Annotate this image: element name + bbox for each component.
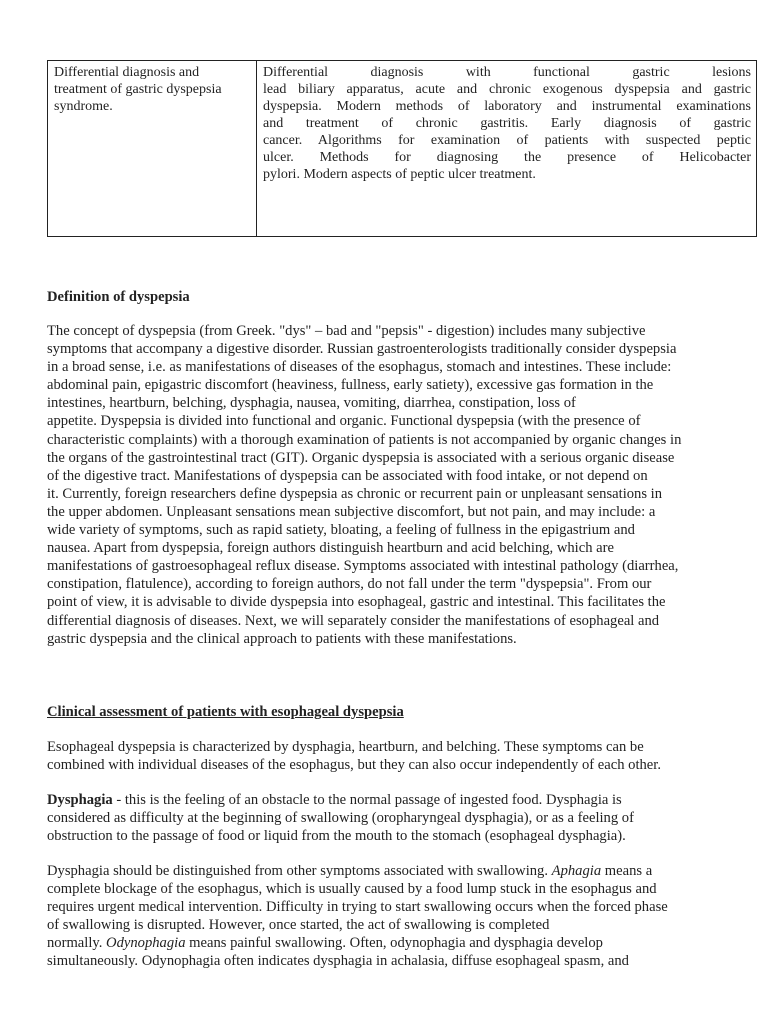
text-line: lead biliary apparatus, acute and chronic exogenous dyspepsia and gastric [263,82,751,97]
term-odynophagia: Odynophagia [106,935,186,952]
text-line: characteristic complaints) with a thorough examination of patients is not accompanied by organic changes in [47,431,682,448]
text-line: the upper abdomen. Unpleasant sensations mean subjective discomfort, but not pain, and may include: a [47,503,656,520]
definition-paragraph [47,322,757,648]
text-line: it. Currently, foreign researchers define dyspepsia as chronic or recurrent pain or unpleasant sensations in [47,485,663,502]
text-line: symptoms that accompany a digestive disorder. Russian gastroenterologists traditionally consider dyspepsia [47,341,677,358]
text-line: considered as difficulty at the beginning of swallowing (oropharyngeal dysphagia), or as a feeling of [47,810,634,827]
text-line: wide variety of symptoms, such as rapid satiety, bloating, a feeling of fullness in the epigastrium and [47,522,635,539]
text-line: abdominal pain, epigastric discomfort (heaviness, fullness, early satiety), excessive gas formation in the [47,377,654,394]
aphagia-paragraph [47,862,757,971]
text-line: treatment of gastric dyspepsia [54,82,222,97]
term-aphagia: Aphagia [551,863,602,879]
text-line: simultaneously. Odynophagia often indicates dysphagia in achalasia, diffuse esophageal spasm, and [47,953,629,970]
text-line: differential diagnosis of diseases. Next, we will separately consider the manifestations of esophageal and [47,612,660,629]
text-line: The concept of dyspepsia (from Greek. "dys" – bad and "pepsis" - digestion) includes many subjective [47,323,646,339]
text-line: Differential diagnosis with functional gastric lesions [263,65,751,80]
text-line: of swallowing is disrupted. However, once started, the act of swallowing is completed [47,917,550,934]
text-line: combined with individual diseases of the esophagus, but they can also occur independently of each other. [47,757,661,774]
dysphagia-paragraph [47,791,757,845]
text-line [47,862,757,880]
text-line: cancer. Algorithms for examination of patients with suspected peptic [263,133,751,148]
text-line: of the digestive tract. Manifestations of dyspepsia can be associated with food intake, or not depend on [47,467,648,484]
text-line: nausea. Apart from dyspepsia, foreign authors distinguish heartburn and acid belching, which are [47,540,614,557]
text-line: manifestations of gastroesophageal reflux disease. Symptoms associated with intestinal pathology (diarrhea, [47,558,679,575]
text-line: pylori. Modern aspects of peptic ulcer treatment. [263,167,536,182]
text-line: obstruction to the passage of food or liquid from the mouth to the stomach (esophageal dysphagia). [47,828,626,845]
text-line: the organs of the gastrointestinal tract (GIT). Organic dyspepsia is associated with a serious organic disease [47,449,675,466]
text-line: gastric dyspepsia and the clinical approach to patients with these manifestations. [47,630,517,647]
table-cell-topic [54,64,250,115]
text-segment: normally. [47,935,107,952]
text-line: Differential diagnosis and [54,65,200,80]
esophageal-dyspepsia-paragraph [47,738,757,774]
text-line: syndrome. [54,99,113,114]
term-dysphagia: Dysphagia [47,792,113,808]
text-segment: means a [601,863,653,879]
text-line: dyspepsia. Modern methods of laboratory and instrumental examinations [263,99,751,114]
text-line: requires urgent medical intervention. Difficulty in trying to start swallowing occurs when the forced phase [47,899,668,916]
text-line: and treatment of chronic gastritis. Early diagnosis of gastric [263,116,751,131]
text-line: appetite. Dyspepsia is divided into functional and organic. Functional dyspepsia (with the presence of [47,413,641,430]
text-line: intestines, heartburn, belching, dysphagia, nausea, vomiting, diarrhea, constipation, loss of [47,395,576,412]
text-segment: means painful swallowing. Often, odynophagia and dysphagia develop [185,935,603,952]
text-line: point of view, it is advisable to divide dyspepsia into esophageal, gastric and intestinal. This facilitates the [47,594,666,611]
section-heading-clinical-assessment: Clinical assessment of patients with esophageal dyspepsia [47,704,404,720]
text-segment: Dysphagia should be distinguished from other symptoms associated with swallowing. [47,863,552,879]
text-line: complete blockage of the esophagus, which is usually caused by a food lump stuck in the esophagus and [47,881,657,898]
text-line [47,791,757,809]
topics-table [47,60,757,237]
text-line: ulcer. Methods for diagnosing the presence of Helicobacter [263,150,751,165]
text-line: Esophageal dyspepsia is characterized by dysphagia, heartburn, and belching. These symptoms can be [47,739,644,755]
text-segment: - this is the feeling of an obstacle to the normal passage of ingested food. Dysphagia is [112,792,622,808]
table-column-divider [256,61,257,236]
text-line: constipation, flatulence), according to foreign authors, do not fall under the term "dyspepsia". From our [47,576,652,593]
text-line: in a broad sense, i.e. as manifestations of diseases of the esophagus, stomach and intestines. These include: [47,359,672,376]
section-heading-definition: Definition of dyspepsia [47,289,190,305]
text-line [47,934,757,952]
table-cell-content [263,64,751,183]
